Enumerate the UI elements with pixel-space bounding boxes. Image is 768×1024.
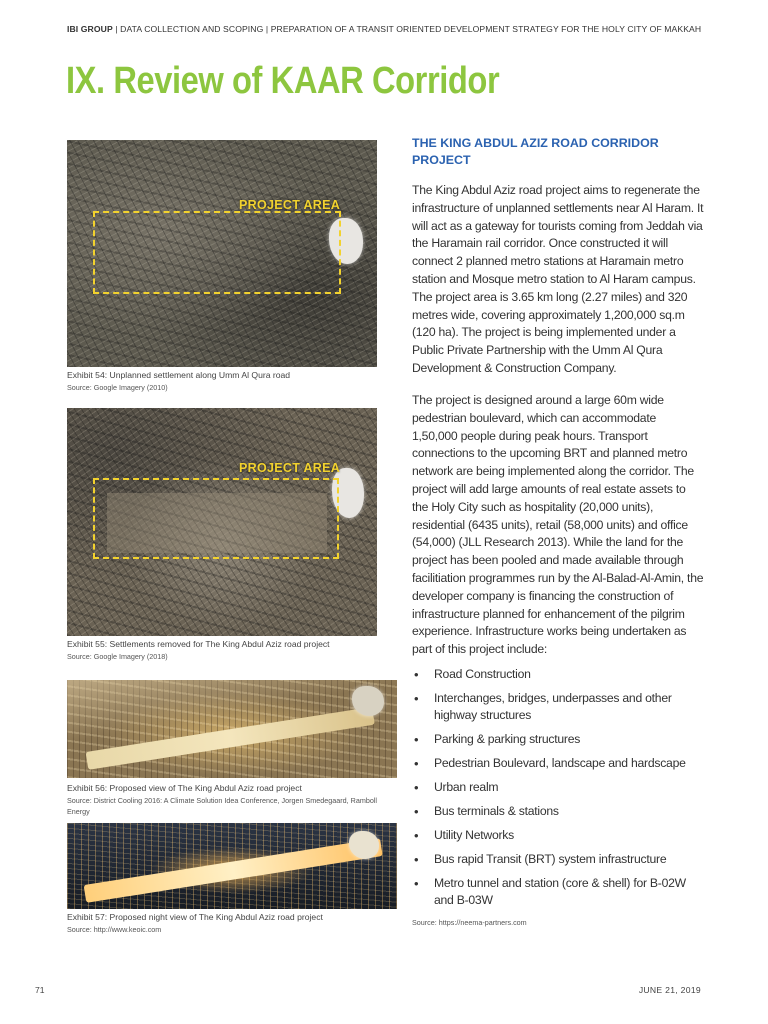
caption-source: Source: http://www.keoic.com	[67, 925, 162, 934]
satellite-image-2010	[67, 140, 377, 367]
boulevard-strip	[84, 838, 383, 903]
boulevard-strip	[86, 707, 375, 770]
bullet-icon: •	[414, 667, 419, 682]
infrastructure-list	[412, 666, 704, 909]
paragraph-intro: The King Abdul Aziz road project aims to regenerate the infrastructure of unplanned settlements near Al Haram. It will act as a gateway for tourists coming from Jeddah via the Haramain rail corridor. Once constructed it will connect 2 planned metro stations at Haramain metro station and Mosque metro station to Al Haram campus. The project area is 3.65 km long (2.27 miles) and 320 metres wide, covering approximately 1,200,000 sq.m (120 ha). The project is being implemented under a Public Private Partnership with the Umm Al Qura Development & Construction Company.	[412, 183, 704, 375]
page-number: 71	[35, 985, 45, 995]
bullet-icon: •	[414, 828, 419, 843]
running-header	[67, 24, 707, 34]
bullet-icon: •	[414, 780, 419, 795]
list-item: • Metro tunnel and station (core & shell) for B-02W and B-03W	[414, 876, 686, 907]
caption-text: Exhibit 54: Unplanned settlement along Umm Al Qura road	[67, 370, 291, 380]
list-item: • Urban realm	[414, 780, 499, 795]
page-date: JUNE 21, 2019	[638, 985, 701, 995]
project-area-label: PROJECT AREA	[239, 198, 341, 212]
project-area-label: PROJECT AREA	[239, 461, 341, 475]
bullet-icon: •	[414, 756, 419, 771]
bullet-icon: •	[414, 691, 419, 706]
caption-source: Source: Google Imagery (2018)	[67, 652, 168, 661]
figure-caption	[67, 912, 397, 935]
proposed-night-render	[67, 823, 397, 909]
bullet-icon: •	[414, 852, 419, 867]
list-item: • Bus rapid Transit (BRT) system infrastructure	[414, 852, 667, 867]
list-item: • Utility Networks	[414, 828, 514, 843]
haram-mosque-marker	[349, 831, 379, 859]
proposed-day-render	[67, 680, 397, 778]
satellite-image-2018	[67, 408, 377, 636]
list-source-note: Source: https://neema-partners.com	[412, 918, 527, 927]
list-item: • Bus terminals & stations	[414, 804, 559, 819]
list-item: • Pedestrian Boulevard, landscape and hardscape	[414, 756, 686, 771]
header-separator: |	[115, 24, 118, 34]
figure-caption	[67, 370, 397, 393]
page-title: IX. Review of KAAR Corridor	[66, 60, 500, 102]
figure-caption	[67, 783, 397, 817]
caption-source: Source: Google Imagery (2010)	[67, 383, 168, 392]
section-heading: THE KING ABDUL AZIZ ROAD CORRIDOR PROJECT	[412, 136, 659, 167]
caption-text: Exhibit 57: Proposed night view of The King Abdul Aziz road project	[67, 912, 323, 922]
list-item: • Interchanges, bridges, underpasses and other highway structures	[414, 691, 672, 722]
bullet-icon: •	[414, 732, 419, 747]
caption-text: Exhibit 56: Proposed view of The King Abdul Aziz road project	[67, 783, 302, 793]
haram-mosque-marker	[352, 686, 384, 716]
caption-text: Exhibit 55: Settlements removed for The King Abdul Aziz road project	[67, 639, 330, 649]
list-item: • Parking & parking structures	[414, 732, 581, 747]
project-area-outline	[93, 478, 339, 559]
header-breadcrumb: DATA COLLECTION AND SCOPING | PREPARATION OF A TRANSIT ORIENTED DEVELOPMENT STRATEGY FOR THE HOLY CITY OF MAKKAH	[120, 24, 702, 34]
caption-source: Source: District Cooling 2016: A Climate Solution Idea Conference, Jorgen Smedegaard, Ramboll Energy	[67, 796, 378, 816]
bullet-icon: •	[414, 876, 419, 891]
header-org: IBI GROUP	[67, 24, 113, 34]
project-area-outline	[93, 211, 341, 294]
figure-caption	[67, 639, 397, 662]
list-item: • Road Construction	[414, 667, 531, 682]
bullet-icon: •	[414, 804, 419, 819]
paragraph-details: The project is designed around a large 60m wide pedestrian boulevard, which can accommodate 1,50,000 people during peak hours. Transport connections to the upcoming BRT and planned metro network are being implemented along the corridor. The project will add large amounts of real estate assets to the Holy City such as hospitality (20,000 units), residential (6435 units), retail (58,000 units) and office (54,000) (JLL Research 2013). While the land for the project has been pooled and made available through facilitiation programmes run by the Al-Balad-Al-Amin, the developer company is financing the construction of infrastructure planned for enhancement of the pilgrim experience. Infrastructure works being undertaken as part of this project include:	[412, 393, 704, 657]
